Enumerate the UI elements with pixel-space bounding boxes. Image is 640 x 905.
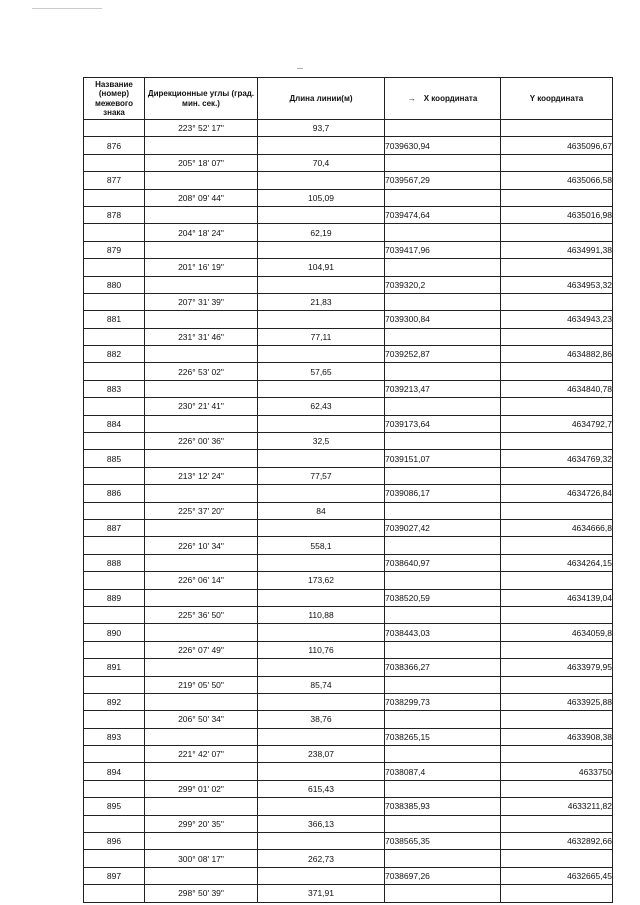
y-coordinate: 4632892,66 xyxy=(501,833,613,850)
segment-row xyxy=(84,433,613,450)
point-row xyxy=(84,519,613,536)
y-coordinate: 4634666,8 xyxy=(501,519,613,536)
length-cell: 93,7 xyxy=(258,120,385,137)
segment-row xyxy=(84,363,613,380)
y-coordinate: 4634943,23 xyxy=(501,311,613,328)
segment-row xyxy=(84,572,613,589)
point-row xyxy=(84,589,613,606)
x-coordinate: 7039630,94 xyxy=(385,137,501,154)
angle-cell: 219° 05' 50" xyxy=(145,676,258,693)
x-coordinate: 7038520,59 xyxy=(385,589,501,606)
segment-row xyxy=(84,537,613,554)
length-cell: 38,76 xyxy=(258,711,385,728)
y-coordinate: 4635066,58 xyxy=(501,172,613,189)
x-coordinate: 7039300,84 xyxy=(385,311,501,328)
angle-cell: 223° 52' 17" xyxy=(145,120,258,137)
x-coordinate: 7038265,15 xyxy=(385,728,501,745)
point-number: 892 xyxy=(84,693,145,710)
point-row xyxy=(84,137,613,154)
segment-row xyxy=(84,606,613,623)
x-coordinate: 7039252,87 xyxy=(385,346,501,363)
header-y: Y координата xyxy=(501,78,613,120)
x-coordinate: 7038299,73 xyxy=(385,693,501,710)
angle-cell: 221° 42' 07" xyxy=(145,746,258,763)
point-number: 893 xyxy=(84,728,145,745)
angle-cell: 206° 50' 34" xyxy=(145,711,258,728)
length-cell: 262,73 xyxy=(258,850,385,867)
length-cell: 21,83 xyxy=(258,293,385,310)
point-row xyxy=(84,867,613,884)
y-coordinate: 4635016,98 xyxy=(501,206,613,223)
point-number: 878 xyxy=(84,206,145,223)
point-row xyxy=(84,763,613,780)
point-row xyxy=(84,206,613,223)
angle-cell: 226° 53' 02" xyxy=(145,363,258,380)
angle-cell: 231° 31' 46" xyxy=(145,328,258,345)
x-coordinate: 7039417,96 xyxy=(385,241,501,258)
point-number: 886 xyxy=(84,485,145,502)
angle-cell: 205° 18' 07" xyxy=(145,154,258,171)
segment-row xyxy=(84,293,613,310)
segment-row xyxy=(84,189,613,206)
length-cell: 558,1 xyxy=(258,537,385,554)
x-coordinate: 7038697,26 xyxy=(385,867,501,884)
y-coordinate: 4633908,38 xyxy=(501,728,613,745)
x-coordinate: 7039027,42 xyxy=(385,519,501,536)
length-cell: 62,43 xyxy=(258,398,385,415)
angle-cell: 225° 37' 20" xyxy=(145,502,258,519)
segment-row xyxy=(84,120,613,137)
angle-cell: 213° 12' 24" xyxy=(145,467,258,484)
point-row xyxy=(84,624,613,641)
point-number: 883 xyxy=(84,380,145,397)
point-row xyxy=(84,311,613,328)
angle-cell: 204° 18' 24" xyxy=(145,224,258,241)
y-coordinate: 4633750 xyxy=(501,763,613,780)
point-number: 876 xyxy=(84,137,145,154)
point-row xyxy=(84,798,613,815)
angle-cell: 201° 16' 19" xyxy=(145,259,258,276)
length-cell: 104,91 xyxy=(258,259,385,276)
segment-row xyxy=(84,259,613,276)
scan-mark xyxy=(297,68,303,69)
segment-row xyxy=(84,398,613,415)
point-number: 882 xyxy=(84,346,145,363)
y-coordinate: 4634264,15 xyxy=(501,554,613,571)
segment-row xyxy=(84,641,613,658)
segment-row xyxy=(84,467,613,484)
point-number: 888 xyxy=(84,554,145,571)
length-cell: 32,5 xyxy=(258,433,385,450)
segment-row xyxy=(84,711,613,728)
length-cell: 110,76 xyxy=(258,641,385,658)
angle-cell: 230° 21' 41" xyxy=(145,398,258,415)
x-coordinate: 7039086,17 xyxy=(385,485,501,502)
point-number: 877 xyxy=(84,172,145,189)
y-coordinate: 4633211,82 xyxy=(501,798,613,815)
angle-cell: 226° 06' 14" xyxy=(145,572,258,589)
scan-mark xyxy=(32,8,102,9)
header-length: Длина линии(м) xyxy=(258,78,385,120)
y-coordinate: 4634059,8 xyxy=(501,624,613,641)
x-coordinate: 7038443,03 xyxy=(385,624,501,641)
point-number: 895 xyxy=(84,798,145,815)
y-coordinate: 4633925,88 xyxy=(501,693,613,710)
point-row xyxy=(84,241,613,258)
point-row xyxy=(84,380,613,397)
length-cell: 62,19 xyxy=(258,224,385,241)
point-row xyxy=(84,693,613,710)
y-coordinate: 4634953,32 xyxy=(501,276,613,293)
segment-row xyxy=(84,502,613,519)
x-coordinate: 7039213,47 xyxy=(385,380,501,397)
x-coordinate: 7038385,93 xyxy=(385,798,501,815)
length-cell: 615,43 xyxy=(258,780,385,797)
y-coordinate: 4634792,7 xyxy=(501,415,613,432)
y-coordinate: 4634139,04 xyxy=(501,589,613,606)
point-row xyxy=(84,346,613,363)
header-x: → X координата xyxy=(385,78,501,120)
header-point: Название (номер) межевого знака xyxy=(84,78,145,120)
length-cell: 238,07 xyxy=(258,746,385,763)
length-cell: 105,09 xyxy=(258,189,385,206)
length-cell: 371,91 xyxy=(258,885,385,902)
segment-row xyxy=(84,746,613,763)
point-number: 881 xyxy=(84,311,145,328)
point-number: 891 xyxy=(84,659,145,676)
length-cell: 57,65 xyxy=(258,363,385,380)
angle-cell: 226° 00' 36" xyxy=(145,433,258,450)
y-coordinate: 4634726,84 xyxy=(501,485,613,502)
x-coordinate: 7039567,29 xyxy=(385,172,501,189)
point-number: 884 xyxy=(84,415,145,432)
boundary-table xyxy=(83,77,613,903)
point-row xyxy=(84,276,613,293)
point-row xyxy=(84,485,613,502)
point-row xyxy=(84,554,613,571)
point-number: 885 xyxy=(84,450,145,467)
point-number: 897 xyxy=(84,867,145,884)
y-coordinate: 4634882,86 xyxy=(501,346,613,363)
segment-row xyxy=(84,328,613,345)
segment-row xyxy=(84,815,613,832)
point-row xyxy=(84,728,613,745)
point-row xyxy=(84,172,613,189)
length-cell: 85,74 xyxy=(258,676,385,693)
segment-row xyxy=(84,154,613,171)
x-coordinate: 7038087,4 xyxy=(385,763,501,780)
length-cell: 70,4 xyxy=(258,154,385,171)
point-number: 890 xyxy=(84,624,145,641)
angle-cell: 298° 50' 39" xyxy=(145,885,258,902)
x-coordinate: 7039320,2 xyxy=(385,276,501,293)
angle-cell: 226° 07' 49" xyxy=(145,641,258,658)
y-coordinate: 4634840,78 xyxy=(501,380,613,397)
y-coordinate: 4634991,38 xyxy=(501,241,613,258)
length-cell: 84 xyxy=(258,502,385,519)
x-coordinate: 7038640,97 xyxy=(385,554,501,571)
point-number: 896 xyxy=(84,833,145,850)
x-coordinate: 7038565,35 xyxy=(385,833,501,850)
angle-cell: 299° 20' 35" xyxy=(145,815,258,832)
angle-cell: 225° 36' 50" xyxy=(145,606,258,623)
point-number: 894 xyxy=(84,763,145,780)
point-row xyxy=(84,415,613,432)
table-body xyxy=(84,120,613,903)
point-row xyxy=(84,450,613,467)
point-number: 887 xyxy=(84,519,145,536)
point-row xyxy=(84,833,613,850)
length-cell: 366,13 xyxy=(258,815,385,832)
point-number: 880 xyxy=(84,276,145,293)
x-coordinate: 7038366,27 xyxy=(385,659,501,676)
y-coordinate: 4634769,32 xyxy=(501,450,613,467)
angle-cell: 208° 09' 44" xyxy=(145,189,258,206)
segment-row xyxy=(84,850,613,867)
x-coordinate: 7039474,64 xyxy=(385,206,501,223)
y-coordinate: 4632665,45 xyxy=(501,867,613,884)
angle-cell: 300° 08' 17" xyxy=(145,850,258,867)
arrow-icon: → xyxy=(407,93,416,103)
y-coordinate: 4635096,67 xyxy=(501,137,613,154)
angle-cell: 207° 31' 39" xyxy=(145,293,258,310)
point-number: 889 xyxy=(84,589,145,606)
length-cell: 77,57 xyxy=(258,467,385,484)
segment-row xyxy=(84,885,613,902)
x-coordinate: 7039151,07 xyxy=(385,450,501,467)
segment-row xyxy=(84,780,613,797)
point-number: 879 xyxy=(84,241,145,258)
y-coordinate: 4633979,95 xyxy=(501,659,613,676)
length-cell: 77,11 xyxy=(258,328,385,345)
length-cell: 173,62 xyxy=(258,572,385,589)
segment-row xyxy=(84,224,613,241)
point-row xyxy=(84,659,613,676)
header-angle: Дирекционные углы (град. мин. сек.) xyxy=(145,78,258,120)
angle-cell: 226° 10' 34" xyxy=(145,537,258,554)
x-coordinate: 7039173,64 xyxy=(385,415,501,432)
segment-row xyxy=(84,676,613,693)
angle-cell: 299° 01' 02" xyxy=(145,780,258,797)
table-header-row xyxy=(84,78,613,120)
length-cell: 110,88 xyxy=(258,606,385,623)
